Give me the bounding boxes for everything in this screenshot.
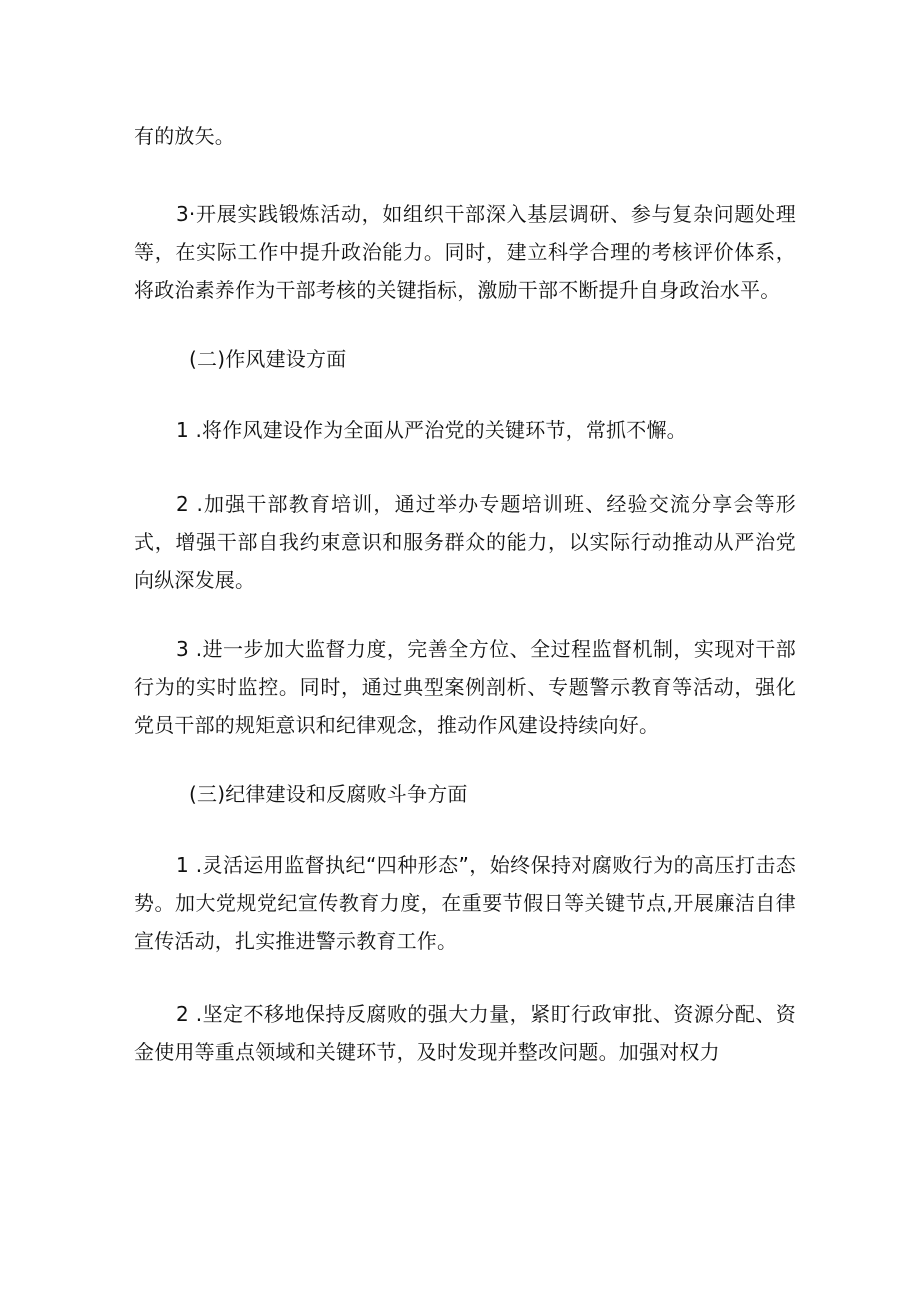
paragraph-style-item-3: 3 .进一步加大监督力度，完善全方位、全过程监督机制，实现对干部行为的实时监控。同时，通过典型案例剖析、专题警示教育等活动，强化党员干部的规矩意识和纪律观念，推动作风建设持续向好。 [134,637,796,737]
paragraph-continuation: 有的放矢。 [134,124,235,148]
section-heading-style-building: (二)作风建设方面 [189,347,347,371]
paragraph-practice-training: 3·开展实践锻炼活动，如组织干部深入基层调研、参与复杂问题处理等，在实际工作中提升政治能力。同时，建立科学合理的考核评价体系，将政治素养作为干部考核的关键指标，激励干部不断提升自身政治水平。 [134,202,796,302]
section-heading-discipline-anticorruption: (三)纪律建设和反腐败斗争方面 [189,782,468,806]
paragraph-style-item-1: 1 .将作风建设作为全面从严治党的关键环节，常抓不懈。 [176,418,687,442]
paragraph-discipline-item-1: 1 .灵活运用监督执纪“四种形态”，始终保持对腐败行为的高压打击态势。加大党规党纪宣传教育力度，在重要节假日等关键节点,开展廉洁自律宣传活动，扎实推进警示教育工作。 [134,853,796,953]
paragraph-style-item-2: 2 .加强干部教育培训，通过举办专题培训班、经验交流分享会等形式，增强干部自我约束意识和服务群众的能力，以实际行动推动从严治党向纵深发展。 [134,492,796,592]
paragraph-discipline-item-2: 2 .坚定不移地保持反腐败的强大力量，紧盯行政审批、资源分配、资金使用等重点领域和关键环节，及时发现并整改问题。加强对权力 [134,1002,796,1064]
